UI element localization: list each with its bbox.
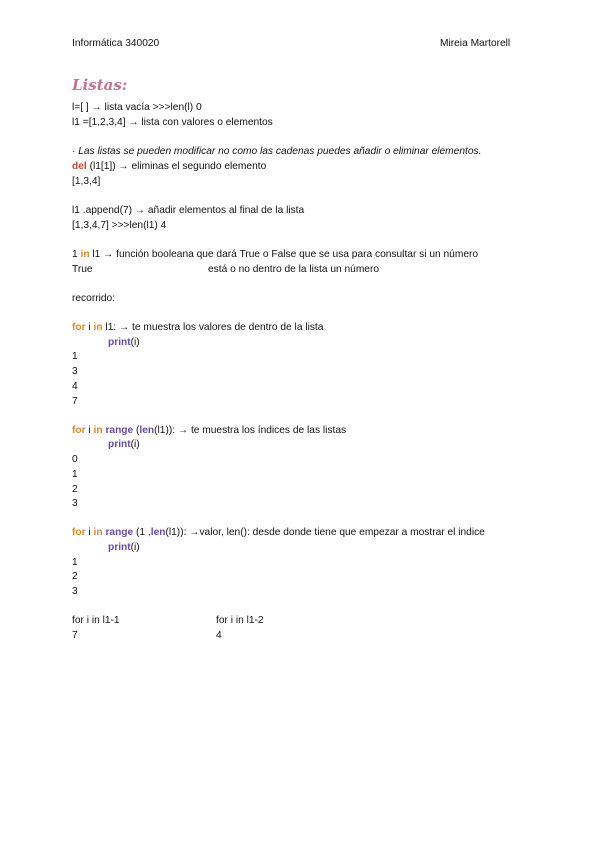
in-keyword: in — [93, 322, 103, 333]
loop1-description: l1: → te muestra los valores de dentro de la lista — [102, 322, 324, 333]
for-keyword: for — [72, 322, 86, 333]
negative-index-code-left: for i in l1-1 — [72, 615, 120, 626]
loop1-output: 7 — [72, 396, 78, 407]
boolean-continuation: está o no dentro de la lista un número — [208, 264, 380, 275]
boolean-prefix: 1 — [72, 249, 81, 260]
print-keyword: print — [108, 542, 131, 553]
negative-index-value-left: 7 — [72, 630, 78, 641]
loop-var: i — [85, 425, 94, 436]
header-author: Mireia Martorell — [440, 38, 511, 49]
loop3-output: 1 — [72, 557, 78, 568]
loop3-output: 2 — [72, 571, 78, 582]
loop2-print — [108, 438, 140, 451]
del-line — [72, 160, 266, 173]
loop-var: i — [85, 322, 94, 333]
range-keyword: range — [105, 425, 134, 436]
append-line: l1 .append(7) → añadir elementos al final de la lista — [72, 205, 305, 216]
loop2-header — [72, 424, 346, 437]
loop3-header — [72, 526, 485, 539]
loop3-output: 3 — [72, 586, 78, 597]
boolean-line — [72, 248, 478, 261]
loop1-output: 4 — [72, 381, 78, 392]
boolean-description: l1 → función booleana que dará True o False que se usa para consultar si un número — [89, 249, 479, 260]
empty-list-line: l=[ ] → lista vacía >>>len(l) 0 — [72, 102, 202, 113]
loop1-output: 3 — [72, 366, 78, 377]
header-course: Informática 340020 — [72, 38, 160, 49]
loop2-description: (l1)): → te muestra los índices de las listas — [154, 425, 347, 436]
len-keyword: len — [150, 527, 166, 538]
loop-var: i — [85, 527, 94, 538]
paren: (1 , — [133, 527, 151, 538]
loop1-output: 1 — [72, 351, 78, 362]
paren: ( — [133, 425, 140, 436]
print-keyword: print — [108, 439, 131, 450]
for-keyword: for — [72, 527, 86, 538]
loop2-output: 1 — [72, 469, 78, 480]
append-result: [1,3,4,7] >>>len(l1) 4 — [72, 220, 167, 231]
section-title: Listas: — [72, 76, 128, 94]
loop2-output: 0 — [72, 454, 78, 465]
loop2-output: 2 — [72, 484, 78, 495]
negative-index-value-right: 4 — [216, 630, 222, 641]
loop3-description: (l1)): →valor, len(): desde donde tiene que empezar a mostrar el indice — [165, 527, 485, 538]
boolean-true: True — [72, 264, 93, 275]
print-arg: (i) — [130, 542, 140, 553]
in-keyword: in — [93, 527, 103, 538]
loop2-output: 3 — [72, 498, 78, 509]
del-result: [1,3,4] — [72, 176, 101, 187]
for-keyword: for — [72, 425, 86, 436]
loop1-print — [108, 336, 140, 349]
print-arg: (i) — [130, 439, 140, 450]
del-keyword: del — [72, 161, 87, 172]
recorrido-label: recorrido: — [72, 293, 116, 304]
print-arg: (i) — [130, 337, 140, 348]
loop1-header — [72, 321, 323, 334]
negative-index-code-right: for i in l1-2 — [216, 615, 264, 626]
in-keyword: in — [93, 425, 103, 436]
len-keyword: len — [139, 425, 155, 436]
loop3-print — [108, 541, 140, 554]
del-description: (l1[1]) → eliminas el segundo elemento — [86, 161, 267, 172]
mutability-note: · Las listas se pueden modificar no como las cadenas puedes añadir o eliminar elementos. — [72, 146, 482, 157]
list-values-line: l1 =[1,2,3,4] → lista con valores o elementos — [72, 117, 273, 128]
print-keyword: print — [108, 337, 131, 348]
range-keyword: range — [105, 527, 134, 538]
in-keyword: in — [80, 249, 90, 260]
